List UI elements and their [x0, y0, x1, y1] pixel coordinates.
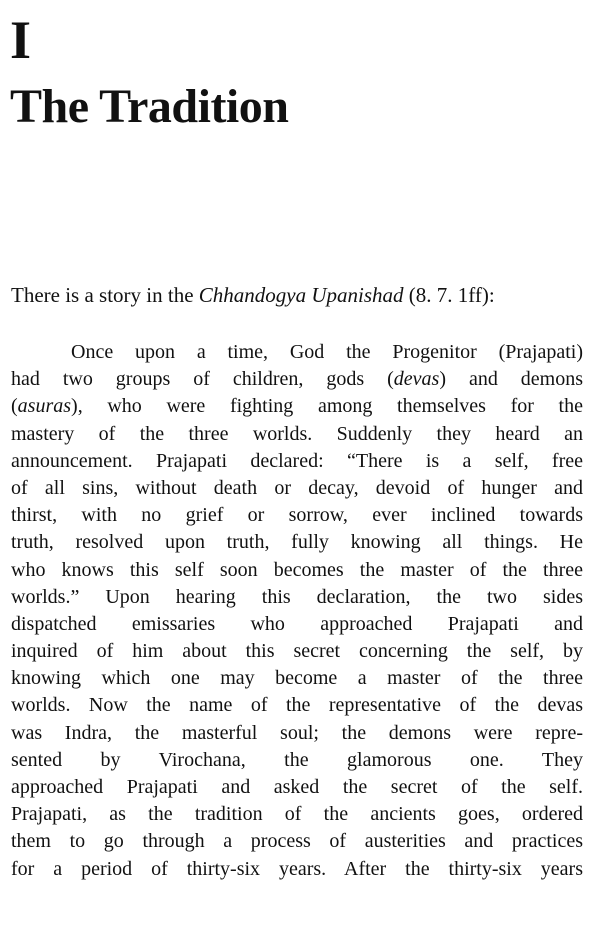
text-line: worlds. Now the name of the representative of the devas	[11, 694, 583, 717]
text-line: truth, resolved upon truth, fully knowing all things. He	[11, 531, 583, 554]
text-line: them to go through a process of austerities and practices	[11, 830, 583, 853]
text-line	[11, 366, 583, 393]
text-line: Once upon a time, God the Progenitor (Prajapati)	[71, 341, 583, 363]
text-segment: ), who were fighting among themselves for the	[71, 395, 583, 418]
text-line: inquired of him about this secret concerning the self, by	[11, 640, 583, 663]
intro-text-after: (8. 7. 1ff):	[403, 283, 495, 307]
text-line: knowing which one may become a master of the three	[11, 667, 583, 690]
text-line: dispatched emissaries who approached Prajapati and	[11, 612, 583, 635]
text-segment: ) and demons	[439, 368, 583, 391]
text-line: for a period of thirty-six years. After the thirty-six years	[11, 857, 583, 880]
text-line: thirst, with no grief or sorrow, ever inclined towards	[11, 504, 583, 527]
text-line: was Indra, the masterful soul; the demons were repre-	[11, 721, 583, 744]
intro-text-before: There is a story in the	[11, 283, 199, 307]
text-line: of all sins, without death or decay, devoid of hunger and	[11, 476, 583, 499]
text-line: worlds.” Upon hearing this declaration, the two sides	[11, 585, 583, 608]
text-segment: (	[11, 395, 18, 418]
text-line: mastery of the three worlds. Suddenly they heard an	[11, 422, 583, 445]
text-line: who knows this self soon becomes the master of the three	[11, 558, 583, 581]
text-line: sented by Virochana, the glamorous one. They	[11, 748, 583, 771]
italic-term: asuras	[17, 395, 72, 418]
text-line: Prajapati, as the tradition of the ancients goes, ordered	[11, 803, 583, 826]
italic-term: devas	[393, 368, 440, 391]
chapter-title: The Tradition	[10, 80, 289, 133]
text-line	[11, 393, 583, 420]
source-title: Chhandogya Upanishad	[198, 283, 404, 307]
chapter-number: I	[10, 10, 32, 70]
text-segment: had two groups of children, gods (	[11, 368, 394, 391]
story-paragraph	[11, 339, 583, 883]
text-line: approached Prajapati and asked the secret of the self.	[11, 776, 583, 798]
text-line: announcement. Prajapati declared: “There is a self, free	[11, 449, 583, 472]
intro-paragraph	[11, 281, 591, 309]
